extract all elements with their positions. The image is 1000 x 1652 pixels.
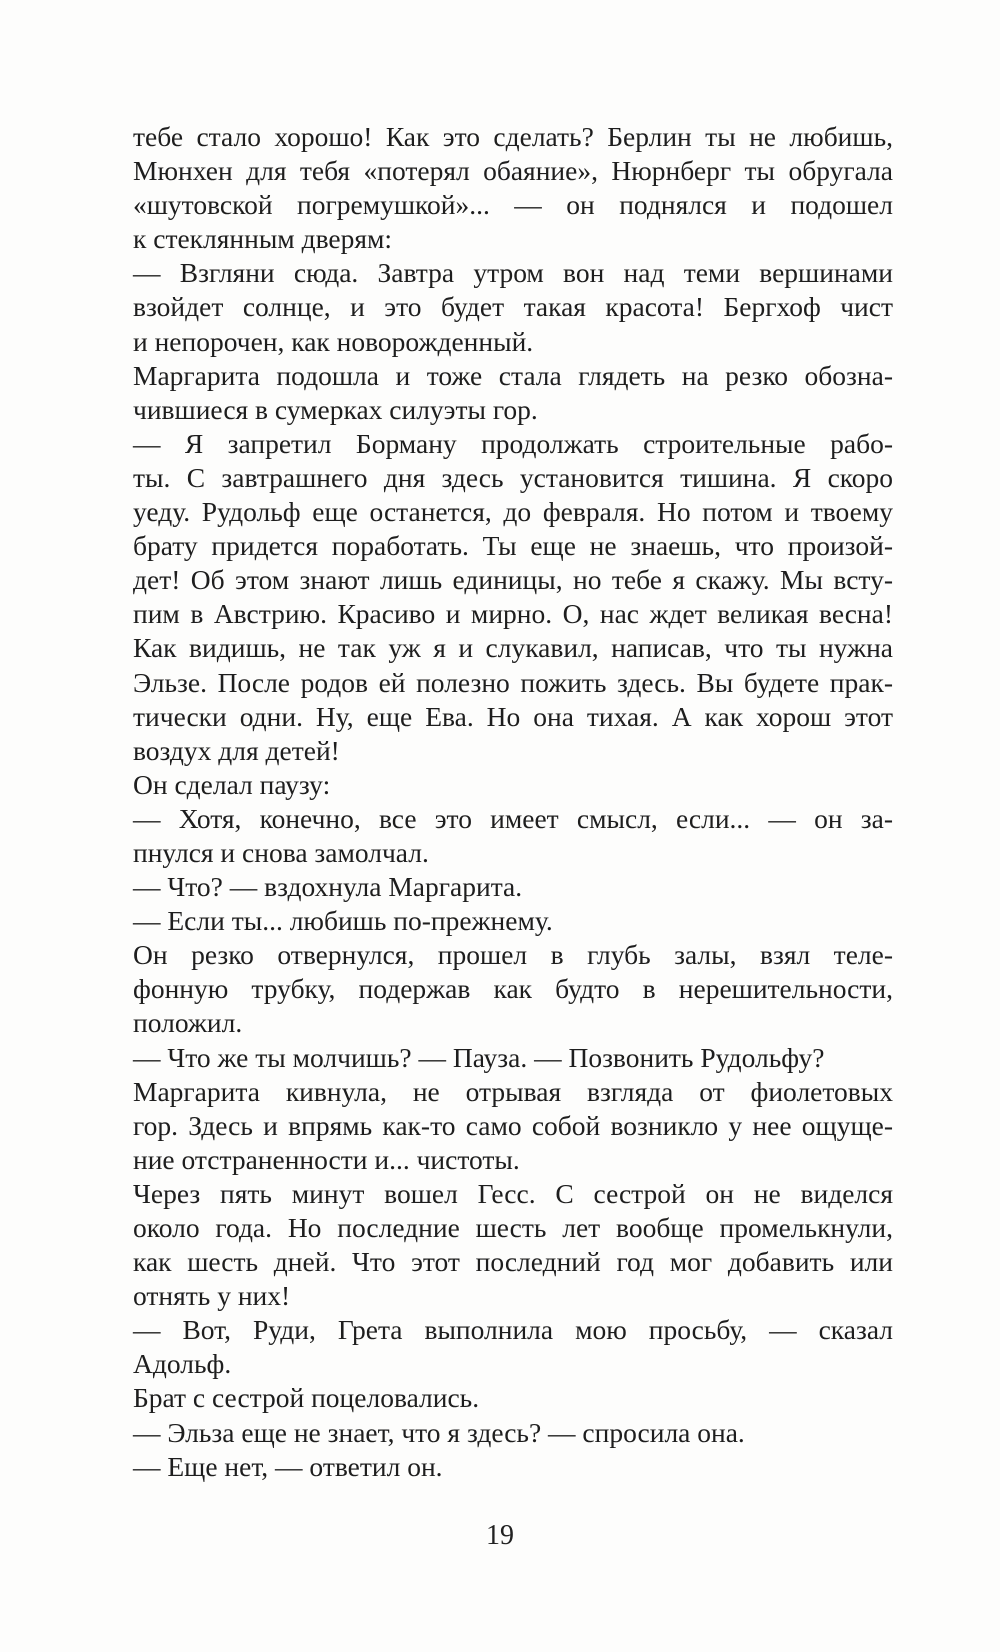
text-line: Маргарита подошла и тоже стала глядеть на резко обозна- xyxy=(133,359,893,391)
paragraph xyxy=(133,768,893,802)
text-line: — Еще нет, — ответил он. xyxy=(133,1450,443,1482)
text-line: «шутовской погремушкой»... — он поднялся и подошел xyxy=(133,189,893,221)
paragraph xyxy=(133,359,893,427)
paragraph xyxy=(133,870,893,904)
text-line: пим в Австрию. Красиво и мирно. О, нас ждет великая весна! xyxy=(133,598,893,630)
paragraph xyxy=(133,1450,893,1484)
text-line: тически одни. Ну, еще Ева. Но она тихая. А как хорош этот xyxy=(133,700,893,732)
paragraph xyxy=(133,120,893,256)
text-line: ние отстраненности и... чистоты. xyxy=(133,1143,520,1175)
text-line: и непорочен, как новорожденный. xyxy=(133,325,534,357)
paragraph xyxy=(133,1075,893,1177)
text-line: около года. Но последние шесть лет вообще промелькнули, xyxy=(133,1212,893,1243)
text-line: тебе стало хорошо! Как это сделать? Берлин ты не любишь, xyxy=(133,121,893,152)
text-line: — Эльза еще не знает, что я здесь? — спросила она. xyxy=(133,1416,745,1448)
paragraph xyxy=(133,938,893,1040)
text-line: брату придется поработать. Ты еще не знаешь, что произой- xyxy=(133,530,893,562)
text-line: — Если ты... любишь по-прежнему. xyxy=(133,905,553,937)
text-line: — Я запретил Борману продолжать строительные рабо- xyxy=(133,427,893,459)
paragraph xyxy=(133,904,893,938)
text-line: гор. Здесь и впрямь как-то само собой возникло у нее ощуще- xyxy=(133,1109,893,1141)
paragraph xyxy=(133,1177,893,1313)
text-line: — Что же ты молчишь? — Пауза. — Позвонить Рудольфу? xyxy=(133,1041,825,1073)
text-line: пнулся и снова замолчал. xyxy=(133,836,429,868)
text-line: фонную трубку, подержав как будто в нерешительности, xyxy=(133,973,893,1005)
paragraph xyxy=(133,256,893,358)
text-line: к стеклянным дверям: xyxy=(133,223,393,255)
text-line: Маргарита кивнула, не отрывая взгляда от фиолетовых xyxy=(133,1075,893,1107)
text-line: ты. С завтрашнего дня здесь установится тишина. Я скоро xyxy=(133,461,893,493)
paragraph xyxy=(133,1416,893,1450)
paragraph xyxy=(133,802,893,870)
paragraph xyxy=(133,1381,893,1415)
text-line: Эльзе. После родов ей полезно пожить здесь. Вы будете прак- xyxy=(133,666,893,698)
text-line: — Вот, Руди, Грета выполнила мою просьбу, — сказал xyxy=(133,1314,893,1346)
text-line: Он резко отвернулся, прошел в глубь залы, взял теле- xyxy=(133,939,893,971)
paragraph xyxy=(133,1313,893,1381)
text-line: Адольф. xyxy=(133,1348,232,1380)
text-line: Он сделал паузу: xyxy=(133,768,331,800)
text-line: — Что? — вздохнула Маргарита. xyxy=(133,871,523,903)
paragraph xyxy=(133,1041,893,1075)
text-line: Мюнхен для тебя «потерял обаяние», Нюрнберг ты обругала xyxy=(133,155,893,187)
text-line: положил. xyxy=(133,1007,243,1039)
text-line: Через пять минут вошел Гесс. С сестрой он не виделся xyxy=(133,1177,893,1209)
text-line: Брат с сестрой поцеловались. xyxy=(133,1382,480,1414)
text-line: воздух для детей! xyxy=(133,734,340,766)
text-line: взойдет солнце, и это будет такая красота! Бергхоф чист xyxy=(133,291,893,323)
text-line: чившиеся в сумерках силуэты гор. xyxy=(133,393,538,425)
text-line: Как видишь, не так уж я и слукавил, написав, что ты нужна xyxy=(133,632,893,664)
page-number: 19 xyxy=(486,1520,514,1551)
text-line: уеду. Рудольф еще останется, до февраля. Но потом и твоему xyxy=(133,496,893,528)
text-line: — Хотя, конечно, все это имеет смысл, если... — он за- xyxy=(133,802,893,834)
paragraph xyxy=(133,427,893,768)
text-line: отнять у них! xyxy=(133,1280,291,1312)
body-text xyxy=(133,120,893,1484)
text-line: дет! Об этом знают лишь единицы, но тебе я скажу. Мы всту- xyxy=(133,564,893,596)
text-line: — Взгляни сюда. Завтра утром вон над теми вершинами xyxy=(133,257,893,289)
text-line: как шесть дней. Что этот последний год мог добавить или xyxy=(133,1246,893,1278)
